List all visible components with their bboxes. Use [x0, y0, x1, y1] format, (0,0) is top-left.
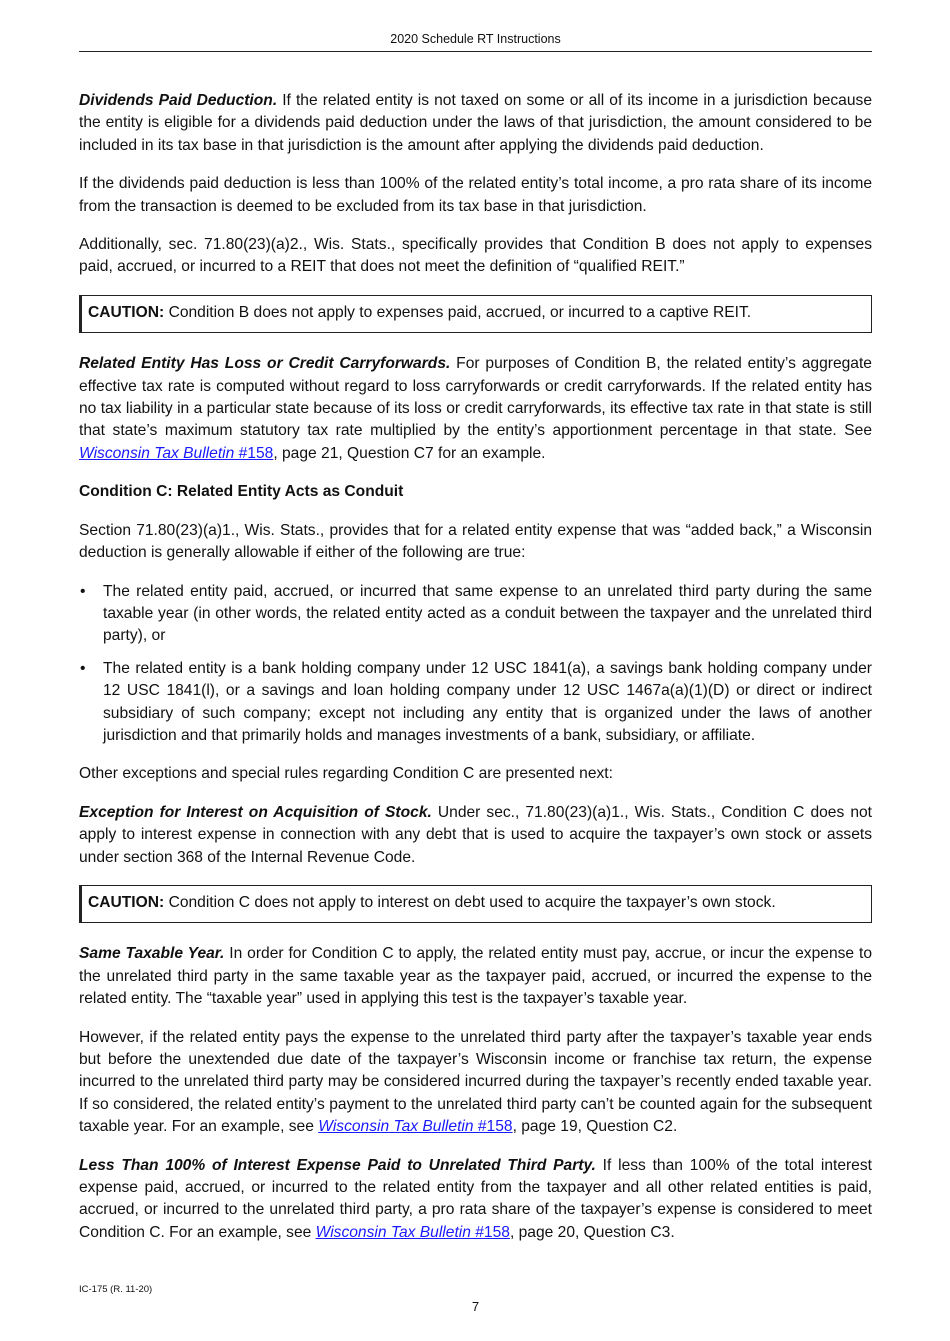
paragraph-text: , page 21, Question C7 for an example. — [273, 444, 546, 462]
paragraph-text: , page 19, Question C2. — [512, 1118, 678, 1136]
paragraph-same-taxable-year — [79, 943, 872, 1010]
link-number: #158 — [473, 1118, 513, 1136]
paragraph: Additionally, sec. 71.80(23)(a)2., Wis. Stats., specifically provides that Condition B does not apply to expenses paid, accrued, or incurred to a REIT that does not meet the definition of “qualified REIT.” — [79, 236, 872, 276]
paragraph-less-than-100 — [79, 1155, 872, 1245]
paragraph-text: In order for Condition C to apply, the related entity must pay, accrue, or incur the expense to the unrelated third party in the same taxable year as the taxpayer paid, accrued, or incurred the expense to the related entity. The “taxable year” used in applying this test is the taxpayer’s taxable year. — [79, 945, 872, 1008]
caution-box — [79, 295, 872, 333]
list-item: • The related entity paid, accrued, or incurred that same expense to an unrelated third party during the same taxable year (in other words, the related entity acted as a conduit between the taxpayer and the unrelated third party), or — [79, 581, 872, 648]
document-body — [79, 90, 872, 1260]
caution-text: Condition C does not apply to interest on debt used to acquire the taxpayer’s own stock. — [164, 893, 776, 911]
caution-label: CAUTION: — [88, 303, 165, 321]
tax-bulletin-link[interactable] — [316, 1224, 510, 1241]
tax-bulletin-link[interactable] — [79, 445, 273, 462]
paragraph-text: , page 20, Question C3. — [509, 1223, 675, 1241]
form-id: IC-175 (R. 11-20) — [79, 1284, 153, 1296]
paragraph-interest-acquisition — [79, 802, 872, 869]
paragraph-lead: Same Taxable Year. — [79, 945, 225, 963]
paragraph-lead: Less Than 100% of Interest Expense Paid to Unrelated Third Party. — [79, 1156, 596, 1174]
paragraph-text: However, if the related entity pays the expense to the unrelated third party after the taxpayer’s taxable year ends but before the unextended due date of the taxpayer’s Wisconsin income or franchise tax return, the expense incurred to the unrelated third party may be considered incurred during the taxpayer’s recently ended taxable year. If so considered, the related entity’s payment to the unrelated third party can’t be counted again for the subsequent taxable year. For an example, see — [79, 1028, 872, 1136]
link-title: Wisconsin Tax Bulletin — [315, 1223, 471, 1241]
paragraph: Section 71.80(23)(a)1., Wis. Stats., provides that for a related entity expense that was “added back,” a Wisconsin deduction is generally allowable if either of the following are true: — [79, 521, 872, 562]
link-number: #158 — [234, 444, 274, 462]
list-item: • The related entity is a bank holding company under 12 USC 1841(a), a savings bank holding company under 12 USC 1841(l), or a savings and loan holding company under 12 USC 1467a(a)(1)(D) or direct or indirect subsidiary of such company; except not including any entity that is organized under the laws of another jurisdiction and that primarily holds and manages investments of a bank, subsidiary, or affiliate. — [79, 658, 872, 748]
caution-label: CAUTION: — [88, 893, 165, 911]
link-title: Wisconsin Tax Bulletin — [318, 1118, 474, 1136]
tax-bulletin-link[interactable] — [318, 1118, 512, 1135]
page-footer — [79, 1260, 872, 1315]
paragraph — [79, 1027, 872, 1139]
paragraph-text: If less than 100% of the total interest expense paid, accrued, or incurred to the related entity from the taxpayer and all other related entities is paid, accrued, or incurred to the unrelated third party, a pro rata share of the taxpayer’s expense is considered to meet Condition C. For an example, see — [79, 1156, 872, 1241]
running-header: 2020 Schedule RT Instructions — [79, 32, 872, 52]
paragraph-lead: Dividends Paid Deduction. — [79, 92, 278, 109]
section-heading: Condition C: Related Entity Acts as Conduit — [79, 483, 404, 501]
paragraph-loss-carryforwards — [79, 353, 872, 465]
paragraph-text: If the related entity is not taxed on some or all of its income in a jurisdiction because the entity is eligible for a dividends paid deduction under the laws of that jurisdiction, the amount considered to be included in its tax base in that jurisdiction is the amount after applying the dividends paid deduction. — [79, 92, 872, 154]
caution-text: Condition B does not apply to expenses paid, accrued, or incurred to a captive REIT. — [164, 303, 752, 321]
paragraph: Other exceptions and special rules regarding Condition C are presented next: — [79, 765, 613, 783]
page-number: 7 — [471, 1299, 480, 1315]
paragraph-text: For purposes of Condition B, the related entity’s aggregate effective tax rate is computed without regard to loss carryforwards or credit carryforwards. If the related entity has no tax liability in a particular state because of its loss or credit carryforwards, its effective tax rate in that state is still that state’s maximum statutory tax rate multiplied by the entity’s apportionment percentage in that state. See — [79, 355, 872, 440]
link-title: Wisconsin Tax Bulletin — [79, 444, 235, 462]
paragraph-lead: Related Entity Has Loss or Credit Carryforwards. — [79, 355, 451, 373]
bullet-list — [79, 581, 872, 748]
link-number: #158 — [470, 1223, 510, 1241]
paragraph-lead: Exception for Interest on Acquisition of Stock. — [79, 803, 432, 821]
paragraph: If the dividends paid deduction is less than 100% of the related entity’s total income, a pro rata share of its income from the transaction is deemed to be excluded from its tax base in that jurisdiction. — [79, 175, 872, 215]
paragraph-text: Under sec., 71.80(23)(a)1., Wis. Stats., Condition C does not apply to interest expense in connection with any debt that is used to acquire the taxpayer’s own stock or assets under section 368 of the Internal Revenue Code. — [79, 803, 872, 866]
paragraph-dividends-paid-deduction — [79, 90, 872, 157]
caution-box — [79, 885, 872, 923]
